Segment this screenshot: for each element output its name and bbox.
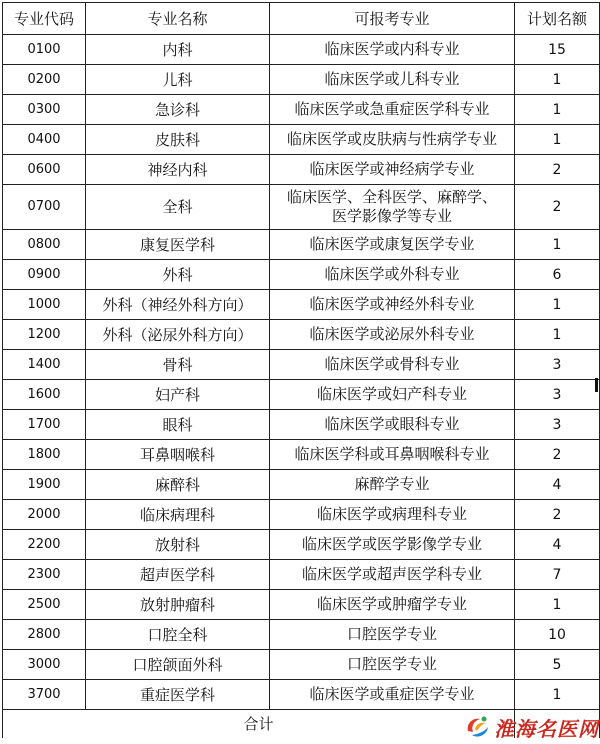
eligible-line: 临床医学、全科医学、麻醉学、 xyxy=(286,188,497,206)
table-row xyxy=(3,590,600,620)
code-cell: 2800 xyxy=(3,620,86,650)
name-cell: 外科（神经外科方向） xyxy=(86,290,270,320)
eligible-line: 医学影像学等专业 xyxy=(331,207,452,225)
header-row xyxy=(3,3,600,35)
quota-cell: 6 xyxy=(515,260,600,290)
table-row xyxy=(3,125,600,155)
name-cell: 儿科 xyxy=(86,65,270,95)
eligible-cell: 口腔医学专业 xyxy=(270,650,515,680)
code-cell: 1800 xyxy=(3,440,86,470)
eligible-cell: 临床医学或重症医学专业 xyxy=(270,680,515,710)
header-eligible: 可报考专业 xyxy=(270,3,515,35)
eligible-cell: 临床医学或医学影像学专业 xyxy=(270,530,515,560)
eligible-cell: 临床医学或神经外科专业 xyxy=(270,290,515,320)
quota-cell: 1 xyxy=(515,65,600,95)
eligible-cell xyxy=(270,185,515,230)
quota-cell: 3 xyxy=(515,380,600,410)
table-row xyxy=(3,500,600,530)
eligible-cell: 临床医学或病理科专业 xyxy=(270,500,515,530)
name-cell: 耳鼻咽喉科 xyxy=(86,440,270,470)
eligible-cell: 口腔医学专业 xyxy=(270,620,515,650)
table-row xyxy=(3,440,600,470)
quota-cell: 3 xyxy=(515,350,600,380)
eligible-cell: 临床医学或外科专业 xyxy=(270,260,515,290)
name-cell: 康复医学科 xyxy=(86,230,270,260)
eligible-cell: 临床医学或泌尿外科专业 xyxy=(270,320,515,350)
table-row xyxy=(3,380,600,410)
header-code: 专业代码 xyxy=(3,3,86,35)
table-row xyxy=(3,290,600,320)
name-cell: 骨科 xyxy=(86,350,270,380)
header-quota: 计划名额 xyxy=(515,3,600,35)
quota-cell: 1 xyxy=(515,125,600,155)
eligible-cell: 麻醉学专业 xyxy=(270,470,515,500)
eligible-cell: 临床医学或骨科专业 xyxy=(270,350,515,380)
name-cell: 放射科 xyxy=(86,530,270,560)
table-row xyxy=(3,230,600,260)
table-row xyxy=(3,680,600,710)
watermark-text: 淮海名医网 xyxy=(494,717,599,741)
code-cell: 1700 xyxy=(3,410,86,440)
quota-cell: 2 xyxy=(515,500,600,530)
eligible-cell: 临床医学或儿科专业 xyxy=(270,65,515,95)
eligible-cell: 临床医学或肿瘤学专业 xyxy=(270,590,515,620)
table-row xyxy=(3,530,600,560)
quota-cell: 2 xyxy=(515,185,600,230)
table-row xyxy=(3,560,600,590)
eligible-cell: 临床医学科或耳鼻咽喉科专业 xyxy=(270,440,515,470)
table-row xyxy=(3,470,600,500)
quota-cell: 1 xyxy=(515,320,600,350)
recruitment-table xyxy=(2,2,600,738)
table-row xyxy=(3,35,600,65)
quota-cell: 1 xyxy=(515,290,600,320)
code-cell: 0900 xyxy=(3,260,86,290)
name-cell: 皮肤科 xyxy=(86,125,270,155)
code-cell: 2500 xyxy=(3,590,86,620)
code-cell: 3700 xyxy=(3,680,86,710)
code-cell: 0300 xyxy=(3,95,86,125)
eligible-cell: 临床医学或眼科专业 xyxy=(270,410,515,440)
name-cell: 急诊科 xyxy=(86,95,270,125)
table-row xyxy=(3,185,600,230)
code-cell: 1200 xyxy=(3,320,86,350)
quota-cell: 1 xyxy=(515,680,600,710)
code-cell: 0400 xyxy=(3,125,86,155)
table-row xyxy=(3,95,600,125)
code-cell: 2300 xyxy=(3,560,86,590)
code-cell: 0600 xyxy=(3,155,86,185)
quota-cell: 2 xyxy=(515,440,600,470)
name-cell: 临床病理科 xyxy=(86,500,270,530)
name-cell: 内科 xyxy=(86,35,270,65)
quota-cell: 4 xyxy=(515,530,600,560)
eligible-cell: 临床医学或超声医学科专业 xyxy=(270,560,515,590)
name-cell: 超声医学科 xyxy=(86,560,270,590)
quota-cell: 3 xyxy=(515,410,600,440)
code-cell: 3000 xyxy=(3,650,86,680)
quota-cell: 2 xyxy=(515,155,600,185)
code-cell: 0200 xyxy=(3,65,86,95)
code-cell: 0100 xyxy=(3,35,86,65)
table-row xyxy=(3,350,600,380)
total-label: 合计 xyxy=(3,710,515,739)
eligible-cell: 临床医学或内科专业 xyxy=(270,35,515,65)
code-cell: 2000 xyxy=(3,500,86,530)
quota-cell: 4 xyxy=(515,470,600,500)
name-cell: 神经内科 xyxy=(86,155,270,185)
code-cell: 1000 xyxy=(3,290,86,320)
quota-cell: 1 xyxy=(515,95,600,125)
quota-cell: 1 xyxy=(515,230,600,260)
table-row xyxy=(3,155,600,185)
name-cell: 放射肿瘤科 xyxy=(86,590,270,620)
name-cell: 眼科 xyxy=(86,410,270,440)
name-cell: 重症医学科 xyxy=(86,680,270,710)
table-row xyxy=(3,320,600,350)
code-cell: 0700 xyxy=(3,185,86,230)
logo-icon xyxy=(462,713,492,743)
name-cell: 口腔全科 xyxy=(86,620,270,650)
eligible-cell: 临床医学或急重症医学科专业 xyxy=(270,95,515,125)
table-row xyxy=(3,650,600,680)
edge-mark xyxy=(595,378,598,392)
name-cell: 外科（泌尿外科方向） xyxy=(86,320,270,350)
quota-cell: 15 xyxy=(515,35,600,65)
quota-cell: 1 xyxy=(515,590,600,620)
eligible-cell: 临床医学或皮肤病与性病学专业 xyxy=(270,125,515,155)
eligible-cell: 临床医学或康复医学专业 xyxy=(270,230,515,260)
eligible-cell: 临床医学或妇产科专业 xyxy=(270,380,515,410)
table-row xyxy=(3,260,600,290)
table-row xyxy=(3,620,600,650)
table-row xyxy=(3,65,600,95)
code-cell: 1900 xyxy=(3,470,86,500)
table-row xyxy=(3,410,600,440)
name-cell: 全科 xyxy=(86,185,270,230)
eligible-cell: 临床医学或神经病学专业 xyxy=(270,155,515,185)
quota-cell: 10 xyxy=(515,620,600,650)
header-name: 专业名称 xyxy=(86,3,270,35)
code-cell: 1600 xyxy=(3,380,86,410)
name-cell: 妇产科 xyxy=(86,380,270,410)
quota-cell: 5 xyxy=(515,650,600,680)
watermark xyxy=(462,711,600,744)
name-cell: 外科 xyxy=(86,260,270,290)
code-cell: 2200 xyxy=(3,530,86,560)
name-cell: 麻醉科 xyxy=(86,470,270,500)
code-cell: 1400 xyxy=(3,350,86,380)
quota-cell: 7 xyxy=(515,560,600,590)
name-cell: 口腔颌面外科 xyxy=(86,650,270,680)
code-cell: 0800 xyxy=(3,230,86,260)
